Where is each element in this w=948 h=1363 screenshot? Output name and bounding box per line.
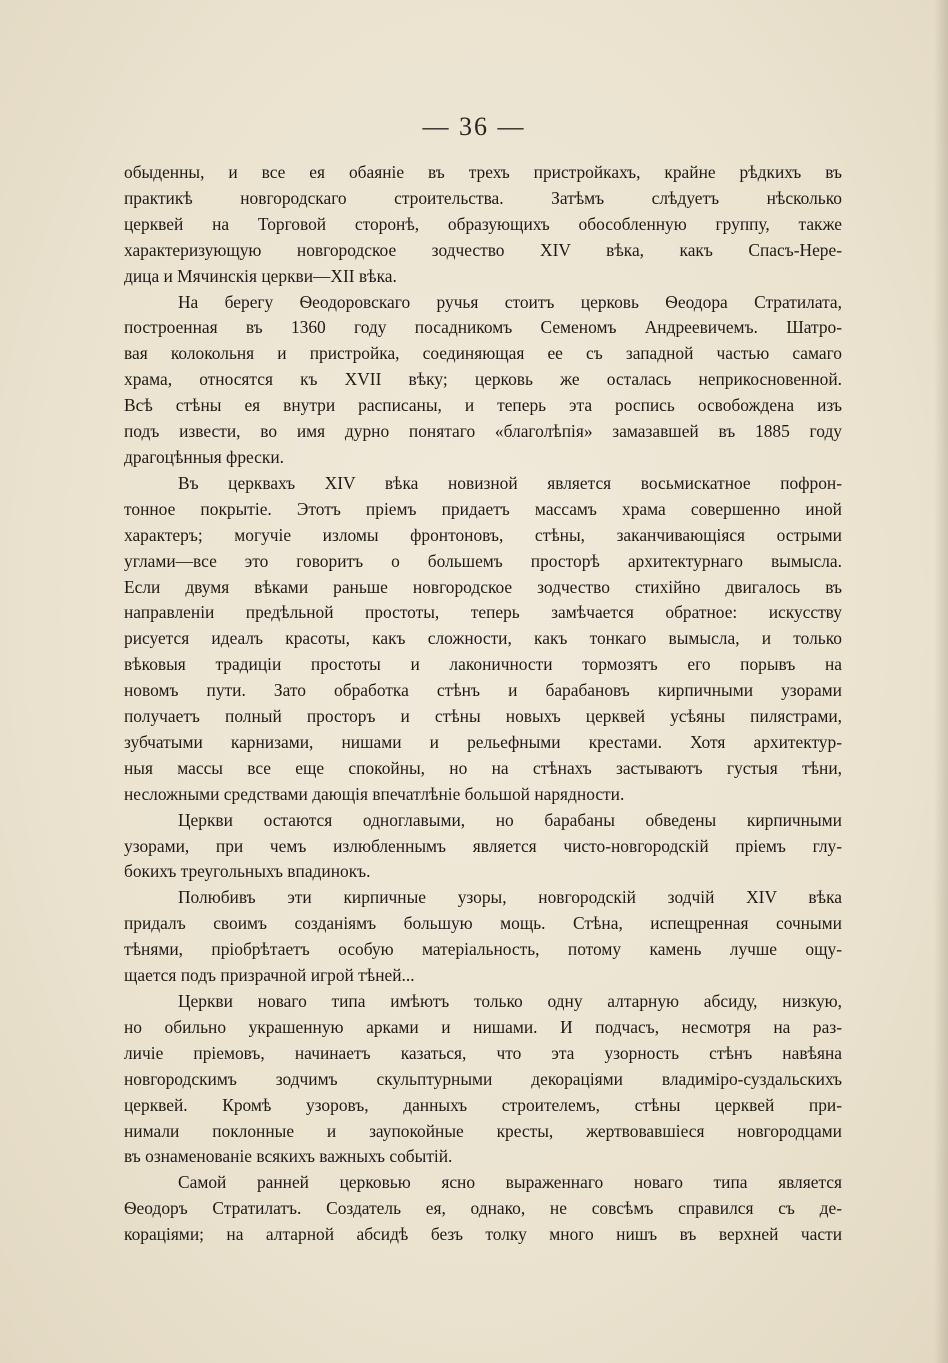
text-line: характеризующую новгородское зодчество XIV вѣка, какъ Спасъ-Нере- (124, 239, 842, 260)
text-line: щается подъ призрачной игрой тѣней... (124, 965, 415, 986)
text-line: подъ извести, во имя дурно понятаго «благолѣпія» замазавшей въ 1885 году (124, 421, 842, 442)
text-line: Церкви новаго типа имѣютъ только одну алтарную абсиду, низкую, (178, 991, 842, 1011)
paragraph (124, 471, 842, 808)
text-line: церквей. Кромѣ узоровъ, данныхъ строителемъ, стѣны церквей при- (124, 1094, 842, 1115)
text-line: новгородскимъ зодчимъ скульптурными декораціями владиміро-суздальскихъ (124, 1068, 842, 1089)
text-line: На берегу Ѳеодоровскаго ручья стоитъ церковь Ѳеодора Стратилата, (178, 291, 842, 312)
paragraph (124, 989, 842, 1170)
text-line: направленіи предѣльной простоты, теперь замѣчается обратное: искусству (124, 602, 842, 623)
text-line: вая колокольня и пристройка, соединяющая ее съ западной частью самаго (124, 343, 842, 364)
text-line: характеръ; могучіе изломы фронтоновъ, стѣны, заканчивающіяся острыми (124, 524, 842, 545)
text-line: нимали поклонные и заупокойные кресты, жертвовавшіеся новгородцами (124, 1120, 842, 1141)
text-line: личіе пріемовъ, начинаетъ казаться, что эта узорность стѣнъ навѣяна (124, 1042, 842, 1063)
text-line: драгоцѣнныя фрески. (124, 446, 284, 467)
paragraph (124, 290, 842, 471)
text-line: Церкви остаются одноглавыми, но барабаны обведены кирпичными (178, 809, 842, 830)
text-line: узорами, при чемъ излюбленнымъ является чисто-новгородскій пріемъ глу- (124, 835, 842, 856)
text-line: рисуется идеалъ красоты, какъ сложности, какъ тонкаго вымысла, и только (124, 628, 842, 649)
text-line: Самой ранней церковью ясно выраженнаго новаго типа является (178, 1172, 842, 1193)
text-line: Полюбивъ эти кирпичные узоры, новгородскій зодчій XIV вѣка (178, 887, 842, 908)
text-line: практикѣ новгородскаго строительства. Затѣмъ слѣдуетъ нѣсколько (124, 187, 842, 208)
text-line: новомъ пути. Зато обработка стѣнъ и барабановъ кирпичными узорами (124, 680, 842, 701)
text-line: получаетъ полный просторъ и стѣны новыхъ церквей усѣяны пилястрами, (124, 706, 842, 727)
text-line: несложными средствами дающія впечатлѣніе большой нарядности. (124, 783, 625, 804)
text-line: зубчатыми карнизами, нишами и рельефными крестами. Хотя архитектур- (124, 731, 842, 752)
text-line: ныя массы все еще спокойны, но на стѣнахъ застываютъ густыя тѣни, (124, 757, 842, 778)
text-line: кораціями; на алтарной абсидѣ безъ толку много нишъ въ верхней части (124, 1224, 842, 1245)
page-number: — 36 — (422, 112, 526, 141)
text-line: придалъ своимъ созданіямъ большую мощь. Стѣна, испещренная сочными (124, 913, 842, 934)
page-edge-shadow (934, 0, 948, 1363)
text-line: храма, относятся къ XVII вѣку; церковь же осталась неприкосновенной. (124, 369, 842, 390)
text-line: въ ознаменованіе всякихъ важныхъ событій. (124, 1146, 453, 1167)
text-line: но обильно украшенную арками и нишами. И подчасъ, несмотря на раз- (124, 1016, 842, 1037)
text-line: вѣковыя традиціи простоты и лаконичности тормозятъ его порывъ на (124, 654, 842, 675)
text-line: тонное покрытіе. Этотъ пріемъ придаетъ массамъ храма совершенно иной (124, 498, 842, 519)
paragraph (124, 808, 842, 886)
text-line: углами—все это говоритъ о большемъ просторѣ архитектурнаго вымысла. (124, 550, 842, 571)
text-line: церквей на Торговой сторонѣ, образующихъ обособленную группу, также (124, 213, 842, 234)
text-line: построенная въ 1360 году посадникомъ Семеномъ Андреевичемъ. Шатро- (124, 317, 842, 338)
text-line: Если двумя вѣками раньше новгородское зодчество стихійно двигалось въ (124, 576, 842, 597)
text-line: тѣнями, пріобрѣтаетъ особую матеріальность, потому камень лучше ощу- (124, 939, 842, 960)
text-line: Въ церквахъ XIV вѣка новизной является восьмискатное пофрон- (178, 472, 842, 493)
text-line: обыденны, и все ея обаяніе въ трехъ пристройкахъ, крайне рѣдкихъ въ (124, 162, 842, 182)
body-text (124, 160, 842, 1248)
text-line: дица и Мячинскія церкви—XII вѣка. (124, 265, 397, 286)
text-line: Ѳеодоръ Стратилатъ. Создатель ея, однако, не совсѣмъ справился съ де- (124, 1198, 842, 1219)
text-line: бокихъ треугольныхъ впадинокъ. (124, 861, 371, 882)
paragraph (124, 1170, 842, 1248)
text-line: Всѣ стѣны ея внутри расписаны, и теперь эта роспись освобождена изъ (124, 395, 842, 416)
paragraph (124, 160, 842, 290)
paragraph (124, 885, 842, 989)
